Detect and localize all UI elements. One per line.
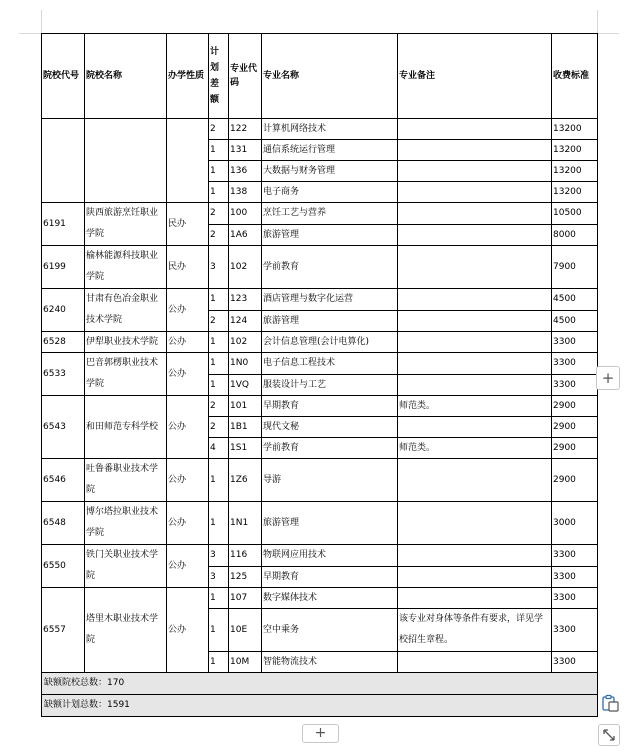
- major-code-cell: 1N1: [229, 502, 262, 545]
- table-row: [42, 396, 598, 417]
- major-code-cell: 138: [229, 182, 262, 203]
- plan-gap-cell: 3: [209, 566, 229, 588]
- major-code-cell: 101: [229, 396, 262, 417]
- major-name-cell: 旅游管理: [262, 224, 398, 246]
- header-major-note: 专业备注: [398, 34, 552, 119]
- major-name-cell: 早期教育: [262, 396, 398, 417]
- add-column-button[interactable]: [596, 366, 620, 390]
- fee-cell: 3000: [552, 502, 598, 545]
- school-name-cell: 巴音郭楞职业技术学院: [85, 353, 167, 396]
- major-name-cell: 旅游管理: [262, 502, 398, 545]
- school-type-cell: 公办: [167, 353, 209, 396]
- major-code-cell: 125: [229, 566, 262, 588]
- plan-gap-cell: 1: [209, 289, 229, 311]
- major-name-cell: 学前教育: [262, 438, 398, 459]
- header-major-name: 专业名称: [262, 34, 398, 119]
- major-code-cell: 1B1: [229, 417, 262, 438]
- major-note-cell: [398, 459, 552, 502]
- major-name-cell: 通信系统运行管理: [262, 140, 398, 161]
- major-code-cell: 124: [229, 310, 262, 332]
- school-code-cell: 6191: [42, 203, 85, 246]
- school-type-cell: 公办: [167, 289, 209, 332]
- summary-plan-count: 缺额计划总数：1591: [42, 695, 598, 717]
- paste-options-icon[interactable]: [600, 693, 620, 713]
- major-code-cell: 1N0: [229, 353, 262, 375]
- school-code-cell: 6240: [42, 289, 85, 332]
- school-name-cell: 博尔塔拉职业技术学院: [85, 502, 167, 545]
- major-note-cell: [398, 246, 552, 289]
- fee-cell: 3300: [552, 588, 598, 609]
- fee-cell: 13200: [552, 182, 598, 203]
- school-type-cell: 公办: [167, 332, 209, 353]
- school-type-cell: 民办: [167, 203, 209, 246]
- school-name-cell: 铁门关职业技术学院: [85, 545, 167, 588]
- major-note-cell: [398, 353, 552, 375]
- major-name-cell: 计算机网络技术: [262, 119, 398, 140]
- page-top-border: [19, 33, 41, 34]
- fee-cell: 3300: [552, 609, 598, 652]
- header-school-name: 院校名称: [85, 34, 167, 119]
- major-name-cell: 旅游管理: [262, 310, 398, 332]
- summary-row: [42, 695, 598, 717]
- school-code-cell: [42, 119, 85, 203]
- plan-gap-cell: 1: [209, 459, 229, 502]
- table-row: [42, 545, 598, 567]
- header-plan-gap: 计 划 差 额: [209, 34, 229, 119]
- plan-gap-cell: 1: [209, 353, 229, 375]
- plan-gap-cell: 1: [209, 161, 229, 182]
- fee-cell: 13200: [552, 161, 598, 182]
- plan-gap-cell: 1: [209, 609, 229, 652]
- major-name-cell: 酒店管理与数字化运营: [262, 289, 398, 311]
- plan-gap-cell: 2: [209, 119, 229, 140]
- school-code-cell: 6548: [42, 502, 85, 545]
- major-name-cell: 物联网应用技术: [262, 545, 398, 567]
- major-code-cell: 1VQ: [229, 374, 262, 396]
- fee-cell: 3300: [552, 545, 598, 567]
- fee-cell: 3300: [552, 353, 598, 375]
- summary-row: [42, 673, 598, 695]
- major-name-cell: 早期教育: [262, 566, 398, 588]
- major-name-cell: 服装设计与工艺: [262, 374, 398, 396]
- header-major-code: 专业代码: [229, 34, 262, 119]
- page-corner-left: [41, 10, 42, 33]
- fee-cell: 13200: [552, 140, 598, 161]
- major-name-cell: 大数据与财务管理: [262, 161, 398, 182]
- fee-cell: 2900: [552, 459, 598, 502]
- school-type-cell: [167, 119, 209, 203]
- major-name-cell: 导游: [262, 459, 398, 502]
- school-name-cell: 伊犁职业技术学院: [85, 332, 167, 353]
- major-note-cell: [398, 289, 552, 311]
- school-name-cell: 塔里木职业技术学院: [85, 588, 167, 673]
- fee-cell: 13200: [552, 119, 598, 140]
- major-note-cell: [398, 119, 552, 140]
- add-row-button[interactable]: [302, 724, 339, 743]
- plan-gap-cell: 1: [209, 374, 229, 396]
- major-note-cell: [398, 417, 552, 438]
- major-note-cell: [398, 588, 552, 609]
- plan-gap-cell: 1: [209, 182, 229, 203]
- school-type-cell: 公办: [167, 502, 209, 545]
- admission-table: [41, 33, 598, 717]
- major-code-cell: 102: [229, 246, 262, 289]
- major-note-cell: [398, 502, 552, 545]
- fee-cell: 3300: [552, 566, 598, 588]
- major-code-cell: 100: [229, 203, 262, 225]
- major-name-cell: 数字媒体技术: [262, 588, 398, 609]
- school-code-cell: 6199: [42, 246, 85, 289]
- header-school-code: 院校代号: [42, 34, 85, 119]
- major-note-cell: [398, 161, 552, 182]
- major-code-cell: 107: [229, 588, 262, 609]
- plan-gap-cell: 3: [209, 545, 229, 567]
- major-name-cell: 智能物流技术: [262, 652, 398, 673]
- major-code-cell: 131: [229, 140, 262, 161]
- table-row: [42, 459, 598, 502]
- school-name-cell: 甘肃有色冶金职业技术学院: [85, 289, 167, 332]
- plan-gap-cell: 1: [209, 332, 229, 353]
- summary-school-count: 缺额院校总数：170: [42, 673, 598, 695]
- fee-cell: 2900: [552, 417, 598, 438]
- school-name-cell: [85, 119, 167, 203]
- major-code-cell: 122: [229, 119, 262, 140]
- header-fee: 收费标准: [552, 34, 598, 119]
- major-code-cell: 116: [229, 545, 262, 567]
- major-code-cell: 136: [229, 161, 262, 182]
- header-school-type: 办学性质: [167, 34, 209, 119]
- major-note-cell: 该专业对身体等条件有要求，详见学校招生章程。: [398, 609, 552, 652]
- page-top-border-right: [597, 33, 619, 34]
- table-row: [42, 119, 598, 140]
- fee-cell: 4500: [552, 310, 598, 332]
- major-name-cell: 空中乘务: [262, 609, 398, 652]
- school-code-cell: 6557: [42, 588, 85, 673]
- plan-gap-cell: 2: [209, 224, 229, 246]
- major-code-cell: 102: [229, 332, 262, 353]
- school-code-cell: 6528: [42, 332, 85, 353]
- plan-gap-cell: 1: [209, 502, 229, 545]
- major-note-cell: [398, 224, 552, 246]
- fee-cell: 10500: [552, 203, 598, 225]
- plan-gap-cell: 1: [209, 652, 229, 673]
- plan-gap-cell: 1: [209, 588, 229, 609]
- table-row: [42, 246, 598, 289]
- plan-gap-cell: 4: [209, 438, 229, 459]
- major-name-cell: 学前教育: [262, 246, 398, 289]
- plan-gap-cell: 3: [209, 246, 229, 289]
- school-type-cell: 公办: [167, 396, 209, 459]
- table-row: [42, 588, 598, 609]
- major-name-cell: 电子信息工程技术: [262, 353, 398, 375]
- school-code-cell: 6543: [42, 396, 85, 459]
- major-code-cell: 10M: [229, 652, 262, 673]
- major-note-cell: [398, 182, 552, 203]
- table-row: [42, 203, 598, 225]
- major-name-cell: 会计信息管理(会计电算化): [262, 332, 398, 353]
- major-code-cell: 123: [229, 289, 262, 311]
- major-code-cell: 10E: [229, 609, 262, 652]
- table-row: [42, 353, 598, 375]
- table-row: [42, 289, 598, 311]
- major-note-cell: [398, 310, 552, 332]
- school-type-cell: 公办: [167, 588, 209, 673]
- fee-cell: 4500: [552, 289, 598, 311]
- fee-cell: 3300: [552, 332, 598, 353]
- plan-gap-cell: 2: [209, 396, 229, 417]
- major-code-cell: 1Z6: [229, 459, 262, 502]
- fee-cell: 8000: [552, 224, 598, 246]
- school-code-cell: 6546: [42, 459, 85, 502]
- table-row: [42, 332, 598, 353]
- table-row: [42, 502, 598, 545]
- plus-icon: +: [601, 369, 615, 387]
- major-name-cell: 电子商务: [262, 182, 398, 203]
- school-name-cell: 陕西旅游烹饪职业学院: [85, 203, 167, 246]
- school-name-cell: 榆林能源科技职业学院: [85, 246, 167, 289]
- resize-table-icon[interactable]: [598, 724, 620, 746]
- school-type-cell: 民办: [167, 246, 209, 289]
- major-note-cell: [398, 566, 552, 588]
- fee-cell: 2900: [552, 438, 598, 459]
- plan-gap-cell: 2: [209, 417, 229, 438]
- major-note-cell: 师范类。: [398, 396, 552, 417]
- plan-gap-cell: 1: [209, 140, 229, 161]
- major-note-cell: [398, 652, 552, 673]
- major-note-cell: [398, 203, 552, 225]
- fee-cell: 7900: [552, 246, 598, 289]
- school-code-cell: 6550: [42, 545, 85, 588]
- fee-cell: 3300: [552, 374, 598, 396]
- major-code-cell: 1A6: [229, 224, 262, 246]
- major-note-cell: [398, 140, 552, 161]
- school-code-cell: 6533: [42, 353, 85, 396]
- plan-gap-cell: 2: [209, 310, 229, 332]
- page-corner-right: [597, 10, 598, 33]
- major-code-cell: 1S1: [229, 438, 262, 459]
- major-note-cell: [398, 545, 552, 567]
- plan-gap-cell: 2: [209, 203, 229, 225]
- school-name-cell: 和田师范专科学校: [85, 396, 167, 459]
- school-name-cell: 吐鲁番职业技术学院: [85, 459, 167, 502]
- major-name-cell: 现代文秘: [262, 417, 398, 438]
- major-note-cell: 师范类。: [398, 438, 552, 459]
- major-note-cell: [398, 374, 552, 396]
- fee-cell: 3300: [552, 652, 598, 673]
- plus-icon: +: [314, 725, 327, 741]
- header-row: [42, 34, 598, 119]
- major-note-cell: [398, 332, 552, 353]
- school-type-cell: 公办: [167, 459, 209, 502]
- major-name-cell: 烹饪工艺与营养: [262, 203, 398, 225]
- school-type-cell: 公办: [167, 545, 209, 588]
- fee-cell: 2900: [552, 396, 598, 417]
